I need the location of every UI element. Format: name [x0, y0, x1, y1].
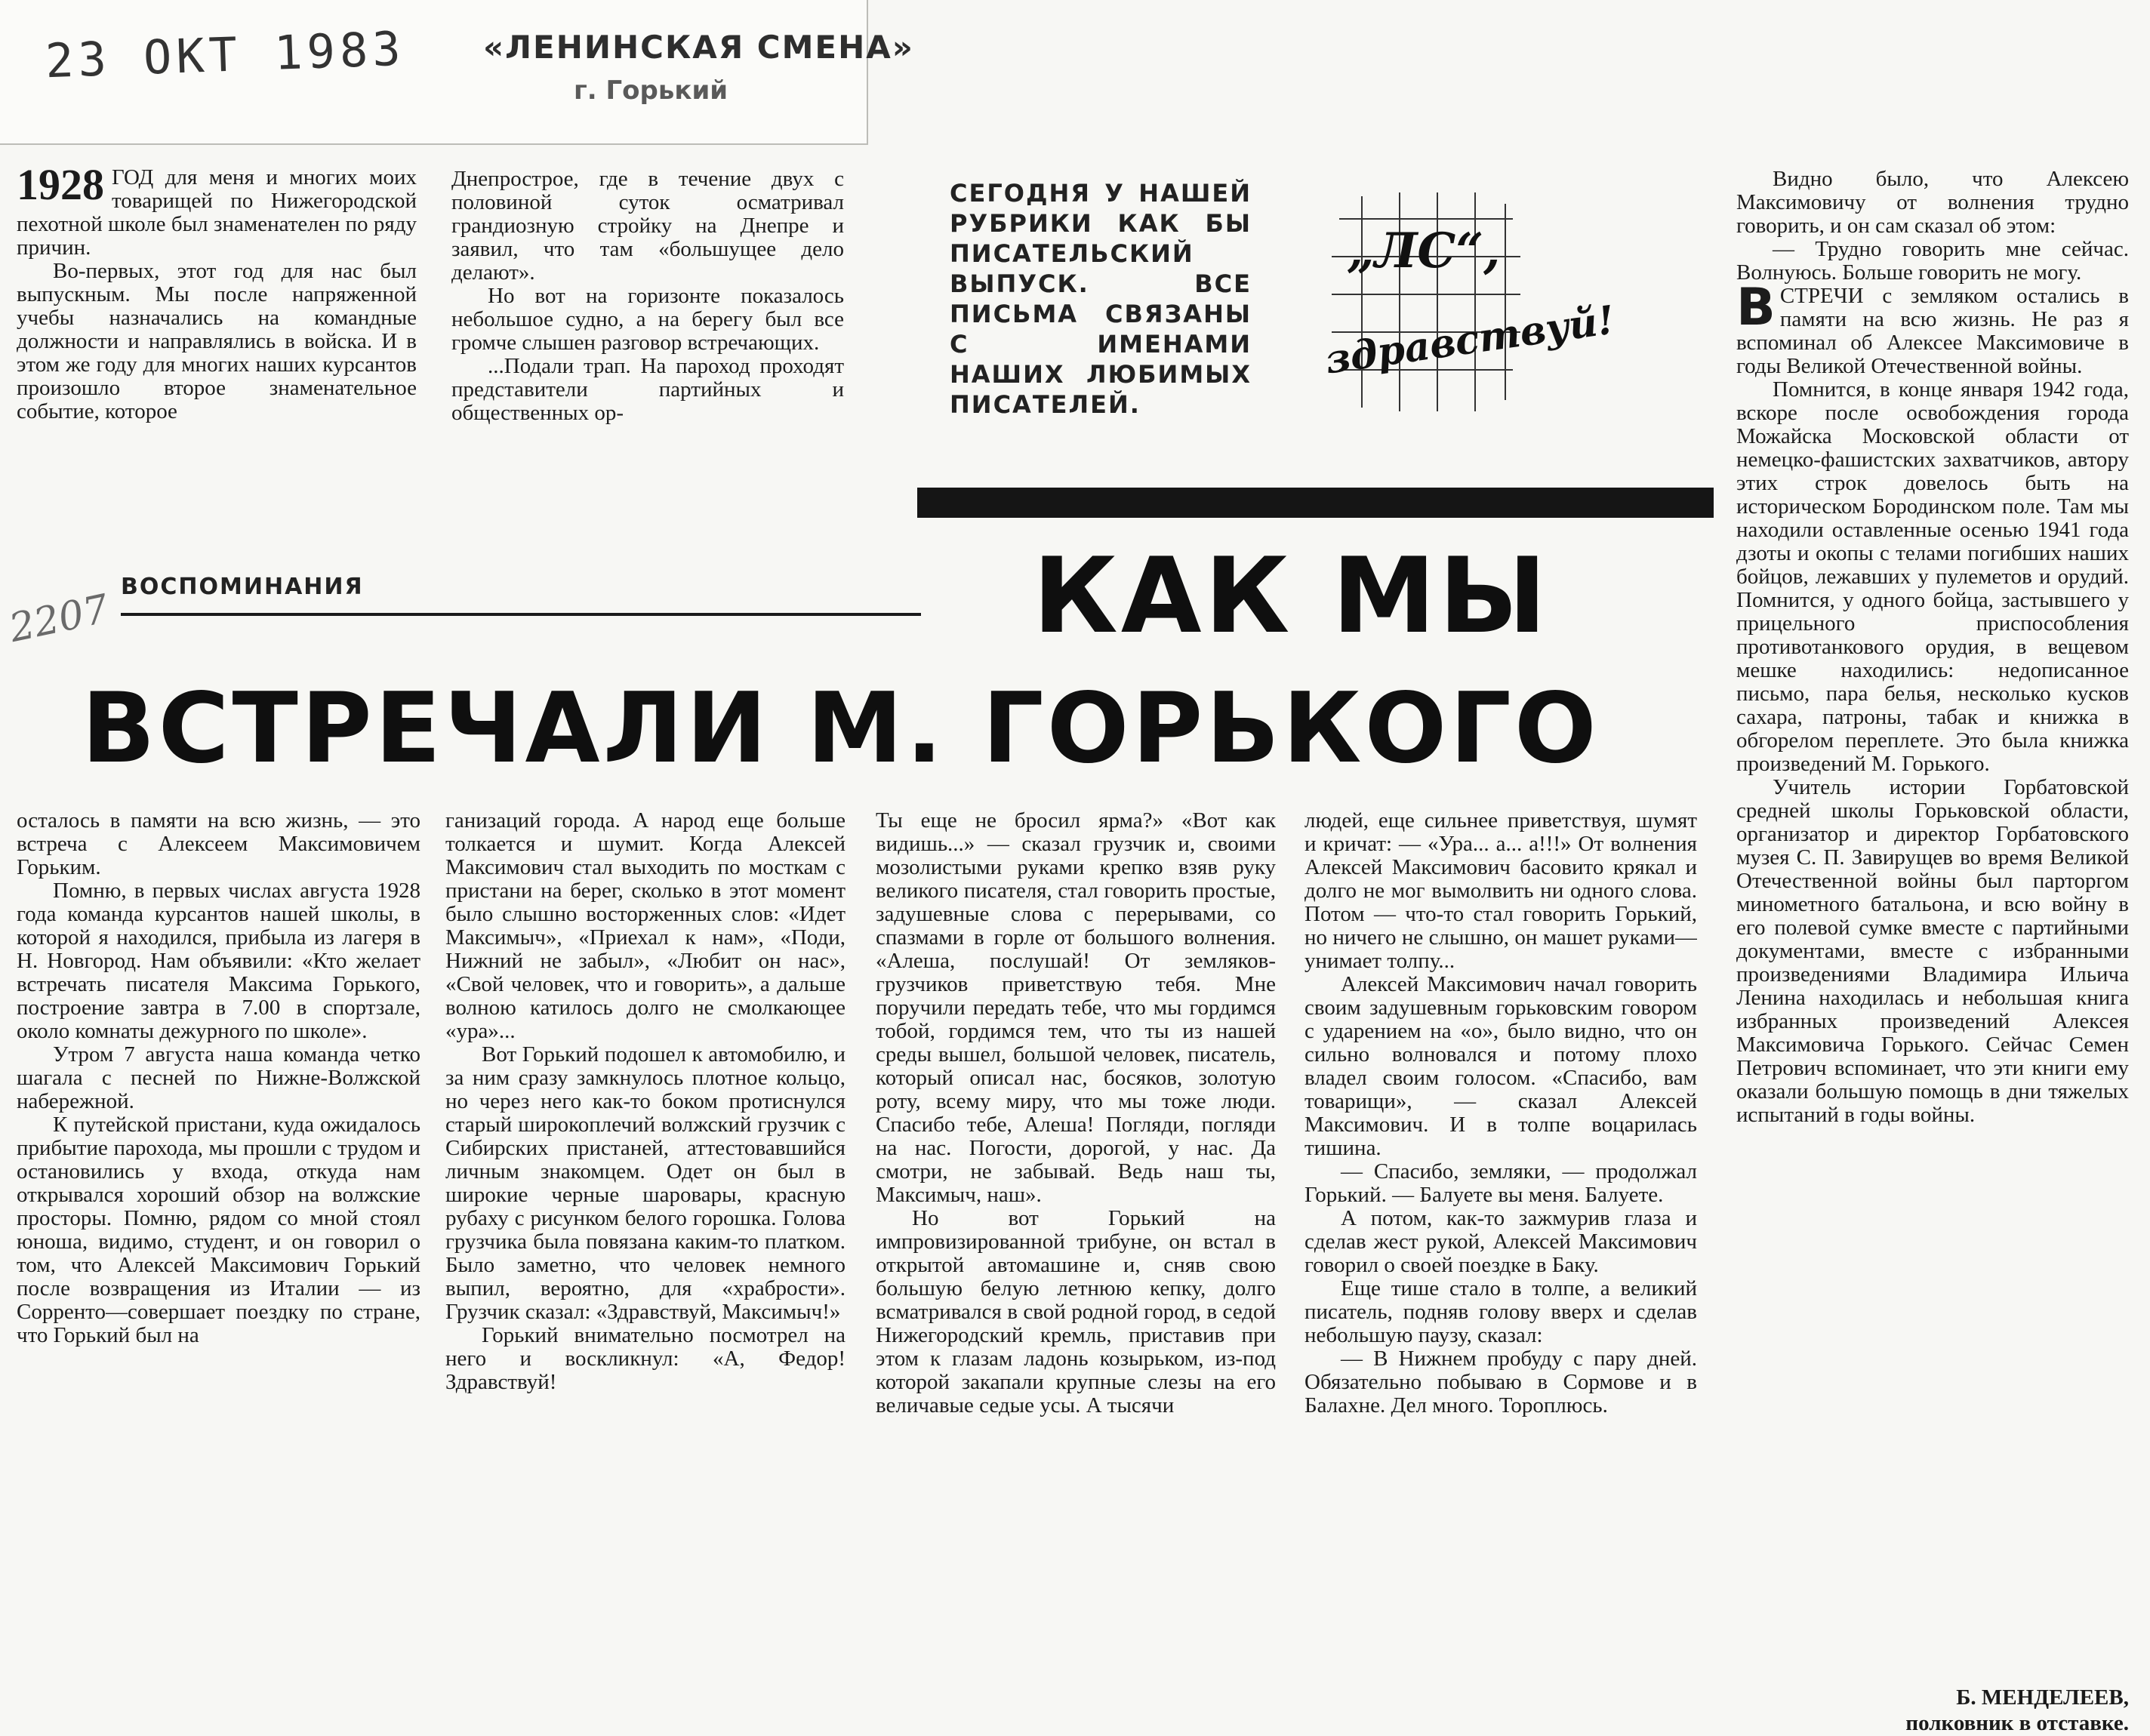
- paragraph: Днепрострое, где в течение двух с половиной суток осматривал грандиозную стройку на Днепре и заявил, что там «большущее дело делают».: [451, 168, 844, 285]
- rubric-logo-subtitle: здравствуй!: [1322, 297, 1618, 383]
- article-column-4: [1304, 809, 1697, 1715]
- article-column-top-1: [17, 166, 417, 543]
- pencil-note: 2207: [5, 586, 113, 652]
- dropcap-paragraph-text: СТРЕЧИ с земляком остались в памяти на всю жизнь. Не раз я вспоминал об Алексее Максимовиче в годы Великой Отечественной войны.: [1736, 284, 2129, 378]
- rubric-intro: СЕГОДНЯ У НАШЕЙ РУБРИКИ КАК БЫ ПИСАТЕЛЬСКИЙ ВЫПУСК. ВСЕ ПИСЬМА СВЯЗАНЫ С ИМЕНАМИ НАШИХ ЛЮБИМЫХ ПИСАТЕЛЕЙ.: [950, 179, 1252, 419]
- author-name: Б. МЕНДЕЛЕЕВ,: [1956, 1685, 2129, 1710]
- paragraph: — Спасибо, земляки, — продолжал Горький. — Балуете вы меня. Балуете.: [1304, 1159, 1697, 1207]
- dropcap-letter: В: [1736, 278, 1776, 337]
- section-label: ВОСПОМИНАНИЯ: [121, 574, 364, 600]
- paragraph: А потом, как-то зажмурив глаза и сделав жест рукой, Алексей Максимович говорил о своей поездке в Баку.: [1304, 1206, 1697, 1277]
- signature-block: [1736, 1685, 2129, 1736]
- paragraph: Еще тише стало в толпе, а великий писатель, подняв голову вверх и сделав небольшую паузу, сказал:: [1304, 1276, 1697, 1347]
- stamp-date: 23 ОКТ 1983: [44, 20, 406, 89]
- paragraph: Помнится, в конце января 1942 года, вскоре после освобождения города Можайска Московской области от немецко-фашистских захватчиков, автору этих строк довелось быть на историческом Бородинском поле. Там мы находили оставленные осенью 1941 года дзоты и окопы с телами погибших наших бойцов, лежавших у пулеметов и орудий. Помнится, у одного бойца, застывшего у прицельного приспособления противотанкового орудия, в вещевом мешке находились: недописанное письмо, пара белья, несколько кусков сахара, патроны, табак и книжка в обгорелом переплете. Это была книжка произведений М. Горького.: [1736, 377, 2129, 776]
- paragraph: Помню, в первых числах августа 1928 года команда курсантов нашей школы, в которой я находился, прибыла из лагеря в Н. Новгород. Нам объявили: «Кто желает встречать писателя Максима Горького, построение завтра в 7.00 в спортзале, около комнаты дежурного по школе».: [17, 879, 420, 1043]
- author-rank: полковник в отставке.: [1905, 1711, 2129, 1735]
- article-column-1: [17, 809, 420, 1715]
- paragraph: осталось в памяти на всю жизнь, — это встреча с Алексеем Максимовичем Горьким.: [17, 809, 420, 879]
- stamp-city: г. Горький: [574, 75, 728, 106]
- paragraph: Ты еще не бросил ярма?» «Вот как видишь...» — сказал грузчик и, своими мозолистыми руками крепко взяв руку великого писателя, стал говорить простые, задушевные слова с перерывами, со спазмами в горле от большого волнения. «Алеша, послушай! От земляков-грузчиков приветствую тебя. Мне поручили передать тебе, что мы гордимся тобой, гордимся тем, что ты из нашей среды вышел, большой человек, писатель, который описал нас, босяков, золотую роту, всему миру, что мы тоже люди. Спасибо тебе, Алеша! Погляди, погляди на нас. Погости, дорогой, у нас. Да смотри, не забывай. Ведь наш ты, Максимыч, наш».: [876, 809, 1276, 1207]
- header-black-bar: [917, 488, 1714, 518]
- paragraph: Во-первых, этот год для нас был выпускным. Мы после напряженной учебы назначались на командные должности и направлялись в войска. И в этом же году для многих наших курсантов произошло второе знаменательное событие, которое: [17, 259, 417, 423]
- rubric-logo: [1322, 189, 1618, 415]
- headline-line-1: КАК МЫ: [1033, 535, 1550, 657]
- opening-paragraph: [17, 166, 417, 260]
- paragraph: Алексей Максимович начал говорить своим задушевным горьковским говором с ударением на «о», было видно, что он сильно волновался и потому плохо владел своим голосом. «Спасибо, вам товарищи», — сказал Алексей Максимович. И в толпе воцарилась тишина.: [1304, 972, 1697, 1160]
- paragraph: К путейской пристани, куда ожидалось прибытие парохода, мы прошли с трудом и остановились у входа, откуда нам открывался хороший обзор на волжские просторы. Помню, рядом со мной стоял юноша, видимо, студент, и он говорил о том, что Алексей Максимович Горький после возвращения из Италии — из Сорренто—совершает поездку по стране, что Горький был на: [17, 1113, 420, 1347]
- article-column-2: [445, 809, 846, 1715]
- paragraph: — В Нижнем пробуду с пару дней. Обязательно побываю в Сормове и в Балахне. Дел много. Тороплюсь.: [1304, 1347, 1697, 1417]
- paragraph: Утром 7 августа наша команда четко шагала с песней по Нижне-Волжской набережной.: [17, 1042, 420, 1113]
- stamp-newspaper-name: «ЛЕНИНСКАЯ СМЕНА»: [483, 29, 914, 66]
- opening-year: 1928: [17, 166, 104, 209]
- paragraph: Но вот Горький на импровизированной трибуне, он встал в открытой автомашине и, сняв свою большую белую летнюю кепку, долго всматривался в свой родной город, в седой Нижегородский кремль, приставив при этом к глазам ладонь козырьком, из-под которой закапали крупные слезы на его величавые седые усы. А тысячи: [876, 1206, 1276, 1417]
- section-divider: [121, 613, 921, 616]
- paragraph: ...Подали трап. На пароход проходят представители партийных и общественных ор-: [451, 354, 844, 425]
- article-column-3: [876, 809, 1276, 1715]
- dropcap-paragraph: [1736, 278, 2129, 378]
- paragraph: ганизаций города. А народ еще больше толкается и шумит. Когда Алексей Максимович стал выходить по мосткам с пристани на берег, сколько в этот момент было слышно восторженных слов: «Идет Максимыч», «Приехал к нам», «Поди, Нижний не забыл», «Любит он нас», «Свой человек, что и говорить», а дальше волною катилось долго не смолкающее «ура»...: [445, 809, 846, 1043]
- paragraph: людей, еще сильнее приветствуя, шумят и кричат: — «Ура... а... а!!!» От волнения Алексей Максимович басовито крякал и долго не мог вымолвить ни одного слова. Потом — что-то стал говорить Горький, но ничего не слышно, он машет руками— унимает толпу...: [1304, 809, 1697, 973]
- paragraph: Вот Горький подошел к автомобилю, и за ним сразу замкнулось плотное кольцо, но через него как-то боком протиснулся старый широкоплечий волжский грузчик с Сибирских пристаней, аттестовавшийся личным знакомцем. Одет он был в широкие черные шаровары, красную рубаху с рисунком белого горошка. Голова грузчика была повязана каким-то платком. Было заметно, что человек немного выпил, вероятно, для «храбрости». Грузчик сказал: «Здравствуй, Максимыч!»: [445, 1042, 846, 1324]
- article-column-right: [1736, 168, 2129, 1677]
- paragraph: Видно было, что Алексею Максимовичу от волнения трудно говорить, и он сам сказал об этом:: [1736, 168, 2129, 238]
- paragraph: Но вот на горизонте показалось небольшое судно, а на берегу был все громче слышен разговор встречающих.: [451, 284, 844, 355]
- paragraph: Горький внимательно посмотрел на него и воскликнул: «А, Федор! Здравствуй!: [445, 1323, 846, 1394]
- article-column-top-2: [451, 168, 844, 545]
- rubric-logo-title: „ЛС“,: [1347, 223, 1501, 279]
- headline-line-2: ВСТРЕЧАЛИ М. ГОРЬКОГО: [82, 673, 1600, 785]
- paragraph: — Трудно говорить мне сейчас. Волнуюсь. Больше говорить не могу.: [1736, 237, 2129, 285]
- paragraph: Учитель истории Горбатовской средней школы Горьковской области, организатор и директор Горбатовского музея С. П. Завирущев во время Великой Отечественной войны был парторгом минометного батальона, и всю войну в его полевой сумке вместе с партийными документами, вместе с избранными произведениями Владимира Ильича Ленина находилась и небольшая книга избранных произведений Алексея Максимовича Горького. Сейчас Семен Петрович вспоминает, что эти книги ему оказали большую помощь в дни тяжелых испытаний в годы войны.: [1736, 775, 2129, 1127]
- opening-text: ГОД для меня и многих моих товарищей по Нижегородской пехотной школе был знаменателен по ряду причин.: [17, 166, 417, 260]
